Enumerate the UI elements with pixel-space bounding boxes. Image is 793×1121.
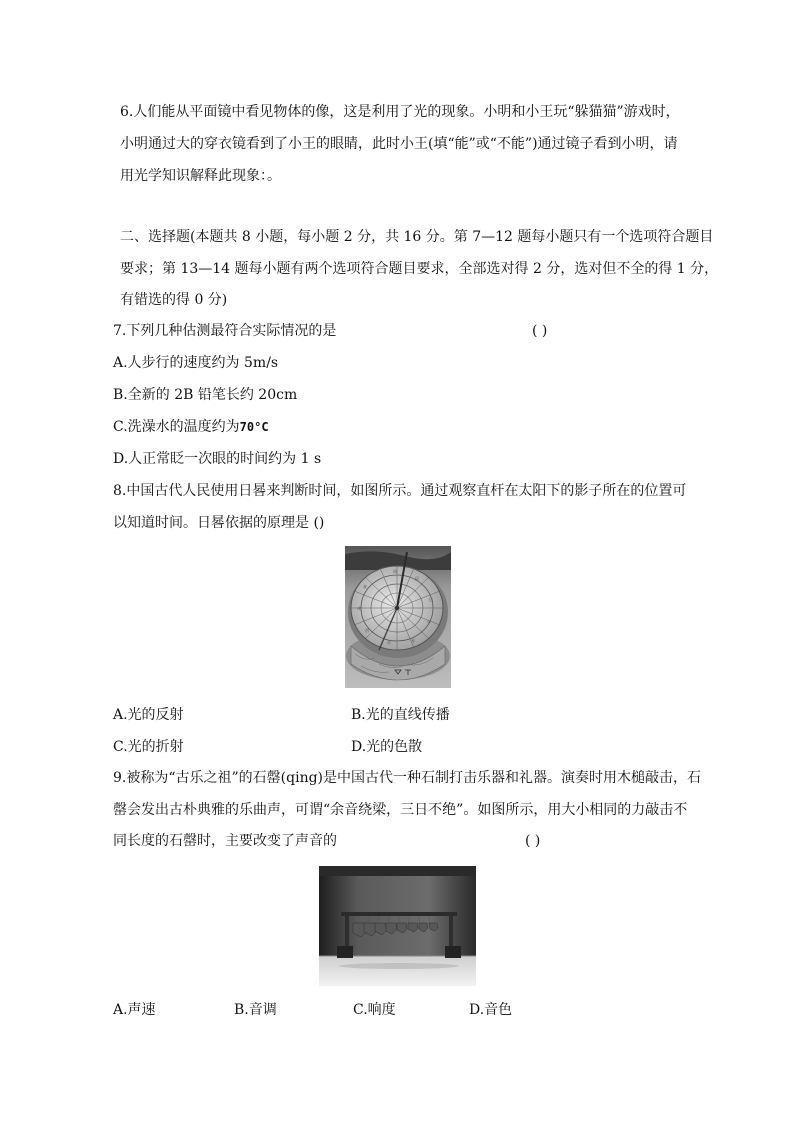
q7-answer-paren: ( ) <box>532 323 548 339</box>
svg-text:酉: 酉 <box>365 628 369 633</box>
sundial-image <box>345 546 451 688</box>
q8-option-d: D.光的色散 <box>351 739 423 755</box>
q6-line-3: 用光学知识解释此现象：。 <box>120 168 281 184</box>
q7-option-c-text: C.洗澡水的温度约为 <box>113 419 240 435</box>
q8-line-2: 以知道时间。日晷依据的原理是 () <box>113 515 325 531</box>
svg-text:未: 未 <box>411 638 415 643</box>
section2-line-1: 二、选择题(本题共 8 小题，每小题 2 分，共 16 分。第 7—12 题每小题只有一个选项符合题目 <box>120 229 714 245</box>
section2-line-3: 有错选的得 0 分) <box>120 292 228 308</box>
stone-chime-graphic <box>319 866 476 986</box>
q7-stem: 7.下列几种估测最符合实际情况的是 <box>113 323 337 339</box>
q9-line-1: 9.被称为“古乐之祖”的石罄(qing)是中国古代一种石制打击乐器和礼器。演奏时用木槌敲击，石 <box>113 770 702 786</box>
q8-option-b: B.光的直线传播 <box>351 707 450 723</box>
q9-option-b: B.音调 <box>234 1002 277 1018</box>
svg-text:午: 午 <box>427 620 431 625</box>
svg-text:戌: 戌 <box>357 606 361 611</box>
svg-text:辰: 辰 <box>415 576 419 581</box>
q8-option-a: A.光的反射 <box>113 707 184 723</box>
q7-option-a: A.人步行的速度约为 5m/s <box>113 355 279 371</box>
sundial-graphic <box>345 546 451 688</box>
q8-line-1: 8.中国古代人民使用日晷来判断时间，如图所示。通过观察直杆在太阳下的影子所在的位置可 <box>113 483 687 499</box>
q9-option-d: D.音色 <box>469 1002 513 1018</box>
svg-text:巳: 巳 <box>429 597 433 602</box>
stone-chime-image <box>319 866 476 986</box>
q6-line-1: 6.人们能从平面镜中看见物体的像，这是利用了光的现象。小明和小王玩“躲猫猫”游戏时， <box>120 104 680 120</box>
q7-option-d: D.人正常眨一次眼的时间约为 1 s <box>113 451 322 467</box>
svg-text:亥: 亥 <box>363 584 367 589</box>
q7-option-b: B.全新的 2B 铅笔长约 20cm <box>113 387 298 403</box>
q9-answer-paren: ( ) <box>525 833 541 849</box>
q9-option-a: A.声速 <box>113 1002 156 1018</box>
q9-line-3: 同长度的石罄时，主要改变了声音的 <box>113 833 337 849</box>
q7-option-c <box>113 417 269 437</box>
svg-text:申: 申 <box>387 640 391 645</box>
q8-option-c: C.光的折射 <box>113 739 184 755</box>
q9-option-c: C.响度 <box>353 1002 396 1018</box>
section2-line-2: 要求；第 13—14 题每小题有两个选项符合题目要求，全部选对得 2 分，选对但不全的得 1 分， <box>120 261 719 277</box>
q7-option-c-value: 70°C <box>239 420 269 434</box>
q9-line-2: 罄会发出古朴典雅的乐曲声，可谓“余音绕梁，三日不绝”。如图所示，用大小相同的力敲击不 <box>113 802 688 818</box>
svg-text:卯: 卯 <box>393 569 397 574</box>
q6-line-2: 小明通过大的穿衣镜看到了小王的眼睛，此时小王(填“能”或“不能”)通过镜子看到小明，请 <box>120 136 678 152</box>
